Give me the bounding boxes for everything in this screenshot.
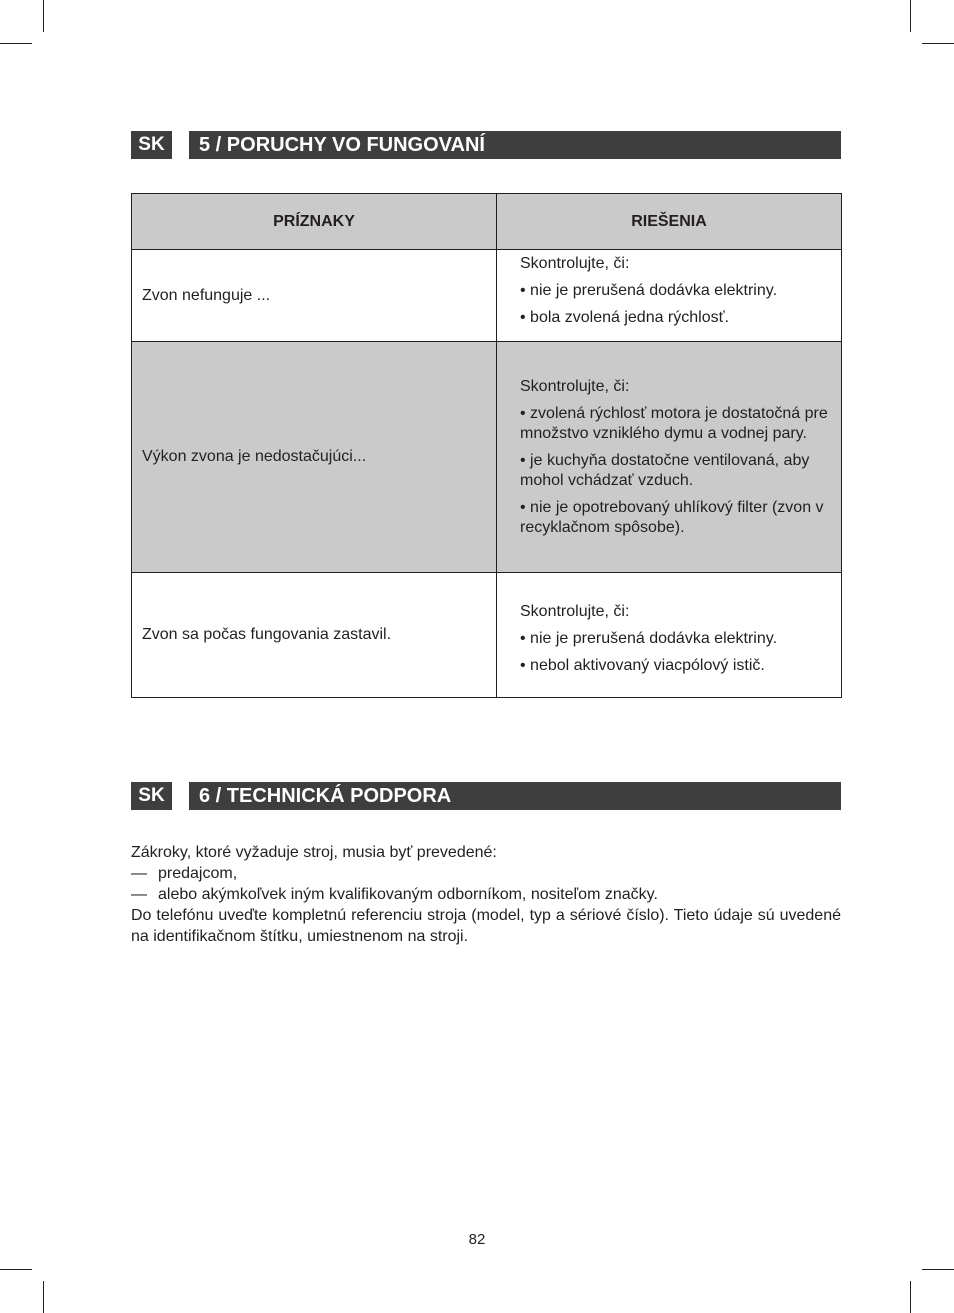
solution-item: • nie je opotrebovaný uhlíkový filter (zvon v recyklačnom spôsobe). bbox=[520, 498, 824, 536]
header-solutions: RIEŠENIA bbox=[497, 194, 842, 250]
technical-support-text bbox=[131, 842, 841, 947]
table-row bbox=[132, 250, 842, 342]
crop-mark bbox=[910, 1281, 911, 1313]
troubleshooting-table bbox=[131, 193, 842, 698]
solution-item: • nie je prerušená dodávka elektriny. bbox=[520, 630, 778, 647]
list-item-text: alebo akýmkoľvek iným kvalifikovaným odborníkom, nositeľom značky. bbox=[158, 886, 658, 903]
section-5-header bbox=[131, 131, 841, 159]
crop-mark bbox=[0, 43, 32, 44]
language-tag: SK bbox=[131, 131, 172, 159]
solution-intro: Skontrolujte, či: bbox=[520, 377, 630, 395]
solution-intro: Skontrolujte, či: bbox=[520, 603, 630, 620]
table-header-row bbox=[132, 194, 842, 250]
solution-cell bbox=[497, 573, 842, 698]
symptom-cell: Zvon nefunguje ... bbox=[132, 250, 497, 342]
crop-mark bbox=[922, 1269, 954, 1270]
crop-mark bbox=[910, 0, 911, 32]
crop-mark bbox=[0, 1269, 32, 1270]
crop-mark bbox=[43, 0, 44, 32]
page-number: 82 bbox=[468, 1231, 486, 1248]
solution-cell bbox=[497, 342, 842, 573]
solution-cell bbox=[497, 250, 842, 342]
section-title: 5 / PORUCHY VO FUNGOVANÍ bbox=[189, 131, 841, 159]
list-item-text: predajcom, bbox=[158, 865, 238, 882]
section-title: 6 / TECHNICKÁ PODPORA bbox=[189, 782, 841, 810]
table-row bbox=[132, 573, 842, 698]
symptom-cell: Výkon zvona je nedostačujúci... bbox=[132, 342, 497, 573]
solution-item: • zvolená rýchlosť motora je dostatočná pre množstvo vzniklého dymu a vodnej pary. bbox=[520, 404, 828, 442]
solution-item: • je kuchyňa dostatočne ventilovaná, aby mohol vchádzať vzduch. bbox=[520, 451, 810, 489]
dash-bullet: — bbox=[131, 865, 147, 882]
solution-intro: Skontrolujte, či: bbox=[520, 255, 630, 272]
crop-mark bbox=[43, 1281, 44, 1313]
dash-bullet: — bbox=[131, 886, 147, 903]
crop-mark bbox=[922, 43, 954, 44]
solution-item: • nebol aktivovaný viacpólový istič. bbox=[520, 657, 765, 674]
support-note: Do telefónu uveďte kompletnú referenciu stroja (model, typ a sériové číslo). Tieto údaje sú uvedené na identifikačnom štítku, umiestnenom na stroji. bbox=[131, 907, 841, 945]
section-6-header bbox=[131, 782, 841, 810]
solution-item: • nie je prerušená dodávka elektriny. bbox=[520, 282, 778, 299]
support-intro: Zákroky, ktoré vyžaduje stroj, musia byť prevedené: bbox=[131, 844, 497, 861]
list-item bbox=[131, 863, 841, 884]
list-item bbox=[131, 884, 841, 905]
language-tag: SK bbox=[131, 782, 172, 810]
table-row bbox=[132, 342, 842, 573]
symptom-cell: Zvon sa počas fungovania zastavil. bbox=[132, 573, 497, 698]
header-symptoms: PRÍZNAKY bbox=[132, 194, 497, 250]
solution-item: • bola zvolená jedna rýchlosť. bbox=[520, 309, 730, 326]
